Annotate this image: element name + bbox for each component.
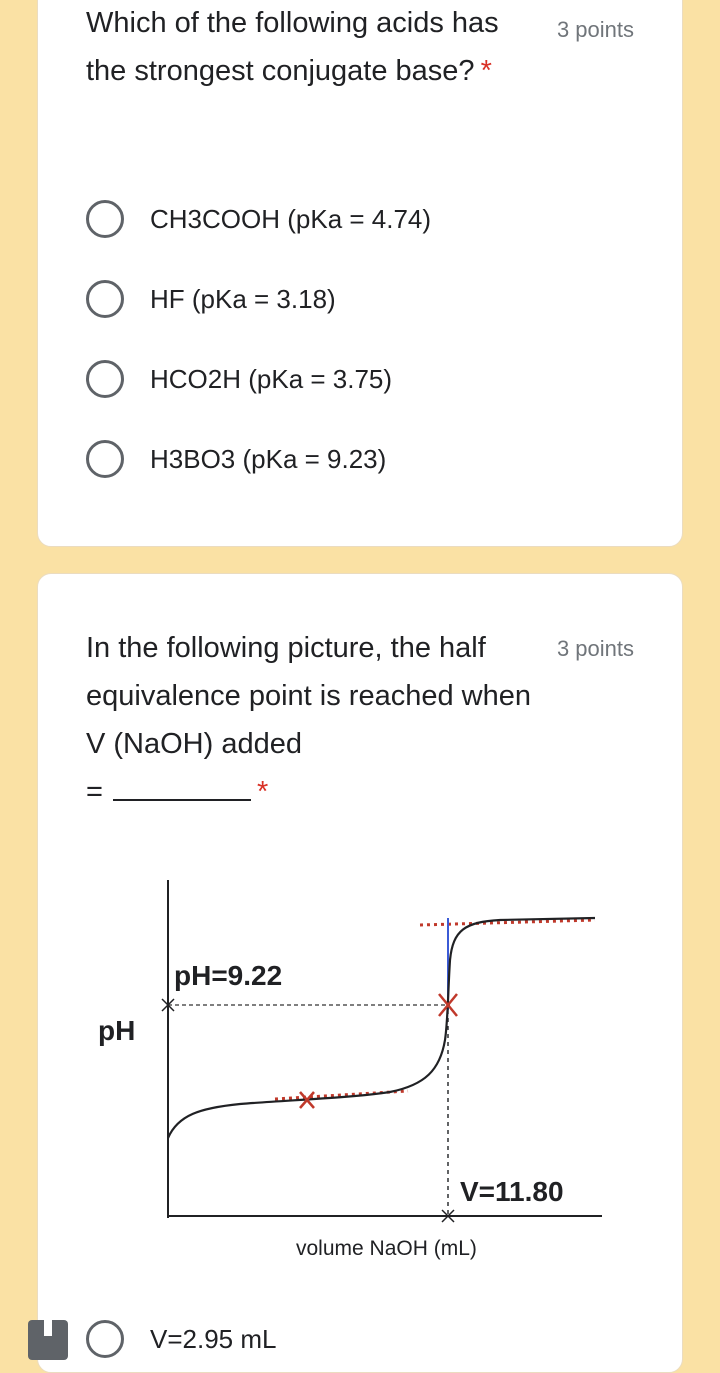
- option-label: V=2.95 mL: [150, 1323, 277, 1354]
- question-title: [86, 624, 541, 816]
- question-card-1: [37, 0, 683, 547]
- required-asterisk: *: [256, 776, 269, 808]
- option-label: HF (pKa = 3.18): [150, 283, 336, 314]
- points-label: 3 points: [556, 636, 634, 661]
- floating-action-button[interactable]: [28, 1320, 68, 1360]
- option-label: H3BO3 (pKa = 9.23): [150, 443, 387, 474]
- titration-curve: [168, 918, 595, 1138]
- question-text-tail: =: [86, 776, 103, 808]
- y-axis-label: pH: [98, 1015, 136, 1046]
- option-radio-3[interactable]: [86, 357, 392, 401]
- question-text: In the following picture, the half equivalence point is reached when V (NaOH) added: [86, 632, 531, 760]
- option-label: CH3COOH (pKa = 4.74): [150, 203, 432, 234]
- radio-circle-icon[interactable]: [86, 200, 124, 238]
- option-radio-1[interactable]: [86, 197, 431, 241]
- question-title: [86, 0, 506, 95]
- titration-curve-figure: [90, 870, 610, 1270]
- option-radio-4[interactable]: [86, 437, 386, 481]
- x-axis-label: volume NaOH (mL): [296, 1237, 477, 1260]
- radio-circle-icon[interactable]: [86, 360, 124, 398]
- plus-icon: [44, 1320, 52, 1336]
- required-asterisk: *: [480, 55, 492, 87]
- radio-circle-icon[interactable]: [86, 440, 124, 478]
- option-radio-1[interactable]: [86, 1320, 276, 1358]
- option-label: HCO2H (pKa = 3.75): [150, 363, 393, 394]
- question-card-2: [37, 573, 683, 1373]
- question-text: Which of the following acids has the strongest conjugate base?: [86, 7, 499, 87]
- ph-annotation: pH=9.22: [174, 960, 283, 991]
- radio-circle-icon[interactable]: [86, 1320, 124, 1358]
- option-radio-2[interactable]: [86, 277, 336, 321]
- fill-blank-line: [113, 777, 251, 801]
- points-label: 3 points: [556, 17, 634, 42]
- volume-annotation: V=11.80: [460, 1176, 564, 1207]
- radio-circle-icon[interactable]: [86, 280, 124, 318]
